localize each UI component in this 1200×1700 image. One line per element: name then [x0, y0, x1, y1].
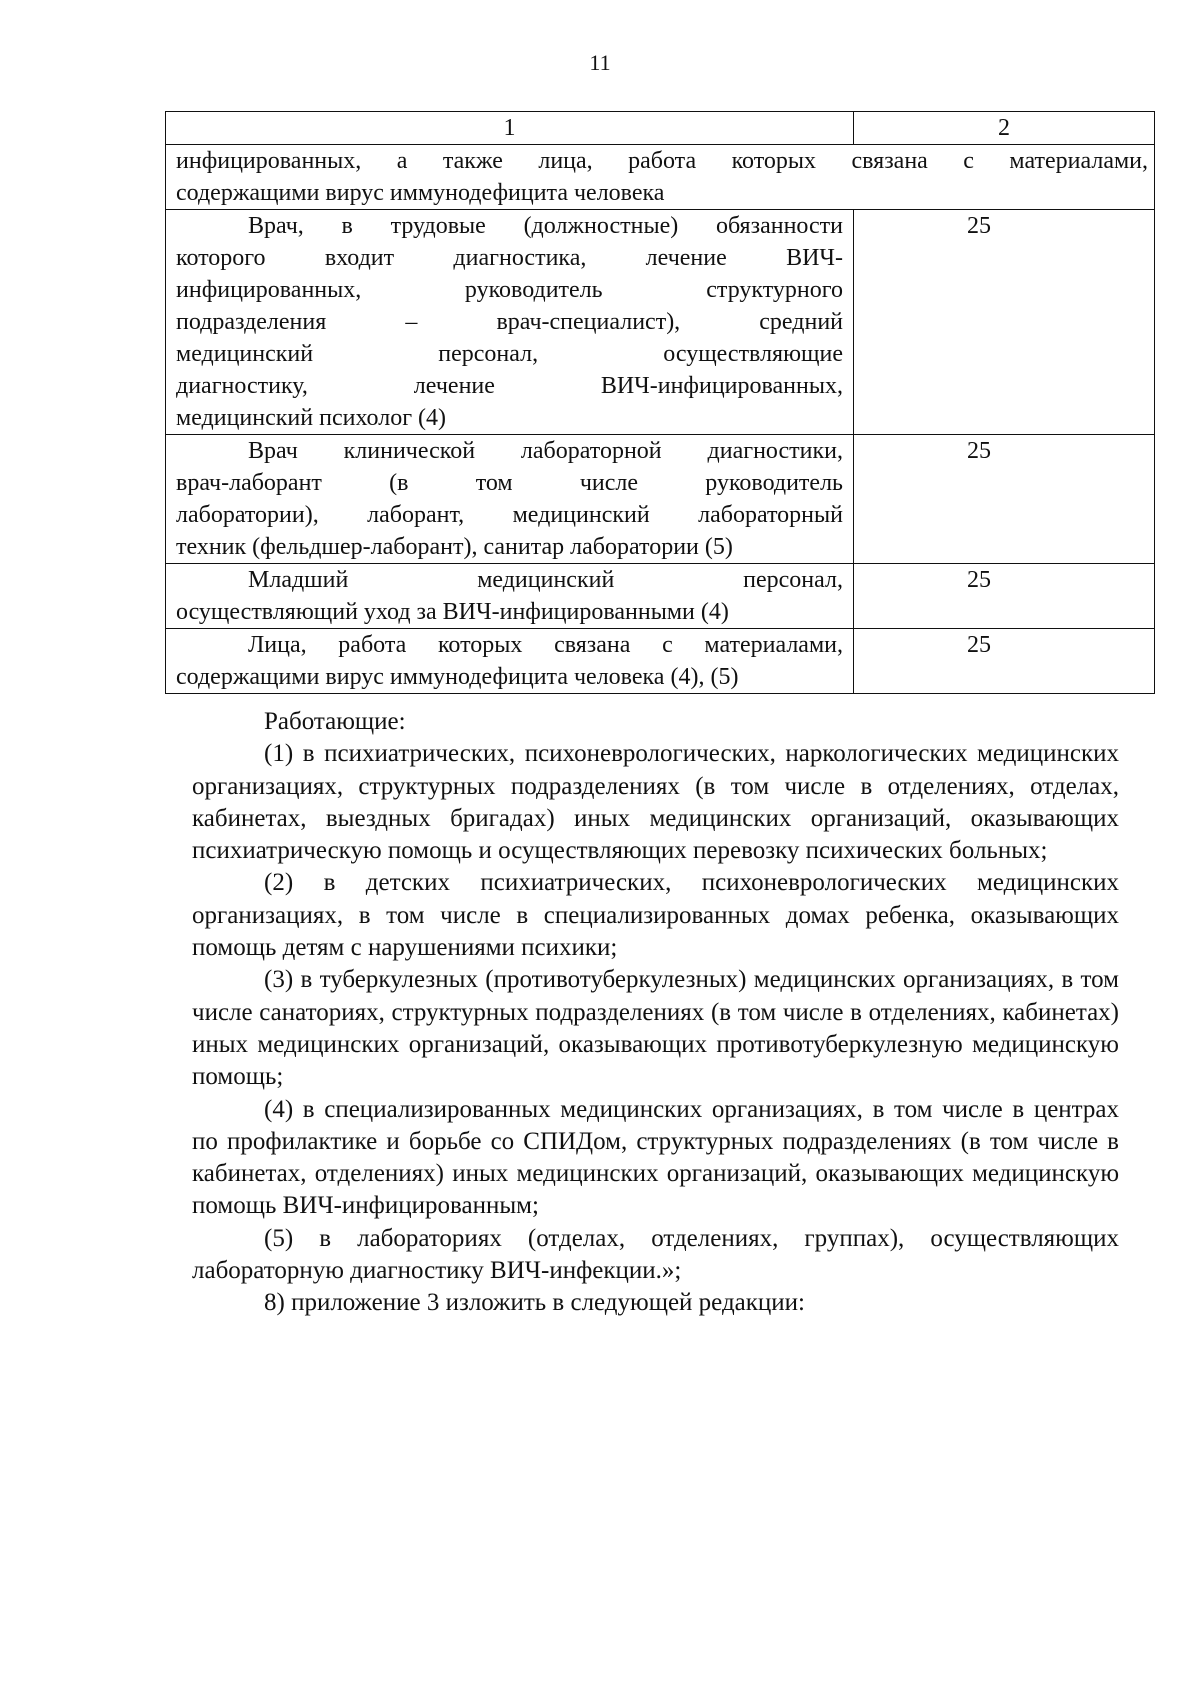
text-line: подразделения – врач-специалист), средний — [176, 309, 843, 335]
text-line: содержащими вирус иммунодефицита человека — [176, 180, 665, 206]
text-line: техник (фельдшер-лаборант), санитар лаборатории (5) — [176, 534, 733, 560]
text-line: Лица, работа которых связана с материалами, — [248, 632, 843, 658]
table-row — [166, 435, 1155, 564]
note-item: (2) в детских психиатрических, психоневрологических медицинских организациях, в том числе в специализированных домах ребенка, оказывающих помощь детям с нарушениями психики; — [192, 869, 1119, 962]
text-line: медицинский психолог (4) — [176, 405, 447, 431]
positions-table — [165, 111, 1155, 694]
note-item: (3) в туберкулезных (противотуберкулезных) медицинских организациях, в том числе санаториях, структурных подразделениях (в том числе в отделениях, кабинетах) иных медицинских организаций, оказывающих противотуберкулезную медицинскую помощь; — [192, 966, 1119, 1091]
position-description — [166, 210, 854, 435]
text-line: врач-лаборант (в том числе руководитель — [176, 470, 843, 496]
notes-heading: Работающие: — [264, 708, 406, 735]
leave-days-value: 25 — [854, 210, 1155, 435]
note-item: (5) в лабораториях (отделах, отделениях, группах), осуществляющих лабораторную диагностику ВИЧ-инфекции.»; — [192, 1224, 1119, 1285]
text-line: содержащими вирус иммунодефицита человека (4), (5) — [176, 664, 739, 690]
leave-days-value: 25 — [854, 564, 1155, 629]
header-cell-1: 1 — [166, 112, 854, 145]
text-line: Врач клинической лабораторной диагностики, — [248, 438, 843, 464]
position-description — [166, 435, 854, 564]
note-item: (1) в психиатрических, психоневрологических, наркологических медицинских организациях, структурных подразделениях (в том числе в отделениях, отделах, кабинетах, выездных бригадах) иных медицинских организаций, оказывающих психиатрическую помощь и осуществляющих перевозку психических больных; — [192, 740, 1119, 865]
notes-section — [192, 706, 1119, 1320]
page-number: 11 — [589, 50, 611, 75]
final-instruction: 8) приложение 3 изложить в следующей редакции: — [264, 1289, 805, 1317]
text-line: Врач, в трудовые (должностные) обязанности — [248, 213, 843, 239]
leave-days-value: 25 — [854, 435, 1155, 564]
text-line: медицинский персонал, осуществляющие — [176, 341, 843, 367]
table-row — [166, 564, 1155, 629]
table-row-continuation — [166, 145, 1155, 210]
continuation-text — [166, 145, 1155, 210]
text-line: осуществляющий уход за ВИЧ-инфицированными (4) — [176, 599, 729, 625]
position-description — [166, 564, 854, 629]
table-row — [166, 629, 1155, 694]
position-description — [166, 629, 854, 694]
header-cell-2: 2 — [854, 112, 1155, 145]
table-header-row — [166, 112, 1155, 145]
text-line: лаборатории), лаборант, медицинский лабораторный — [176, 502, 843, 528]
text-line: инфицированных, руководитель структурного — [176, 277, 843, 303]
text-line: диагностику, лечение ВИЧ-инфицированных, — [176, 373, 843, 399]
note-item: (4) в специализированных медицинских организациях, в том числе в центрах по профилактике и борьбе со СПИДом, структурных подразделениях (в том числе в кабинетах, отделениях) иных медицинских организаций, оказывающих медицинскую помощь ВИЧ-инфицированным; — [192, 1095, 1119, 1220]
text-line: Младший медицинский персонал, — [248, 567, 843, 593]
text-line: которого входит диагностика, лечение ВИЧ- — [176, 245, 843, 271]
text-line: инфицированных, а также лица, работа которых связана с материалами, — [176, 148, 1148, 174]
table-row — [166, 210, 1155, 435]
leave-days-value: 25 — [854, 629, 1155, 694]
